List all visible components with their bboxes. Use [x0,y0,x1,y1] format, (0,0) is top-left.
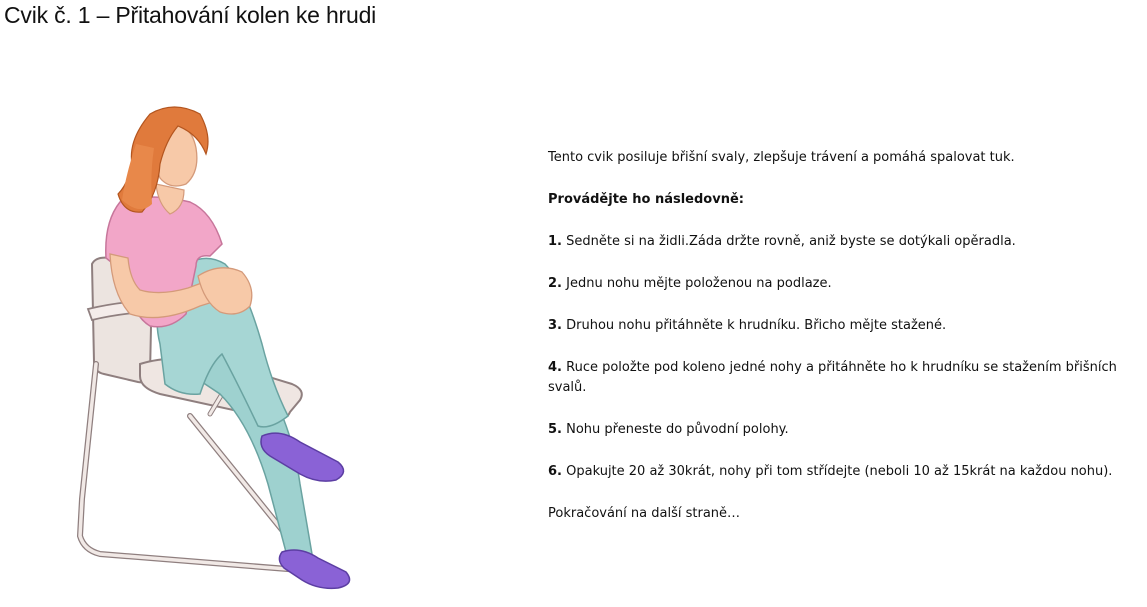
continue-link[interactable]: Pokračování na další straně… [548,506,741,521]
exercise-instructions [548,148,1138,524]
step-text: Opakujte 20 až 30krát, nohy při tom střídejte (neboli 10 až 15krát na každou nohu). [566,464,1113,479]
step-number: 4. [548,360,562,375]
step-item [548,232,1138,252]
page-title: Cvik č. 1 – Přitahování kolen ke hrudi [4,2,377,28]
exercise-illustration [0,44,430,604]
step-text: Ruce položte pod koleno jedné nohy a přitáhněte ho k hrudníku se stažením břišních svalů. [548,360,1117,395]
step-item [548,274,1138,294]
step-text: Jednu nohu mějte položenou na podlaze. [566,276,832,291]
step-number: 2. [548,276,562,291]
step-number: 1. [548,234,562,249]
shoe-floor [279,550,349,588]
intro-text: Tento cvik posiluje břišní svaly, zlepšuje trávení a pomáhá spalovat tuk. [548,150,1015,165]
step-item [548,462,1138,482]
step-item [548,420,1138,440]
step-number: 5. [548,422,562,437]
step-item [548,358,1138,398]
step-text: Nohu přeneste do původní polohy. [566,422,789,437]
instructions-lead: Provádějte ho následovně: [548,192,744,207]
step-text: Sedněte si na židli.Záda držte rovně, aniž byste se dotýkali opěradla. [566,234,1016,249]
step-item [548,316,1138,336]
step-number: 6. [548,464,562,479]
step-text: Druhou nohu přitáhněte k hrudníku. Břicho mějte stažené. [566,318,947,333]
step-number: 3. [548,318,562,333]
